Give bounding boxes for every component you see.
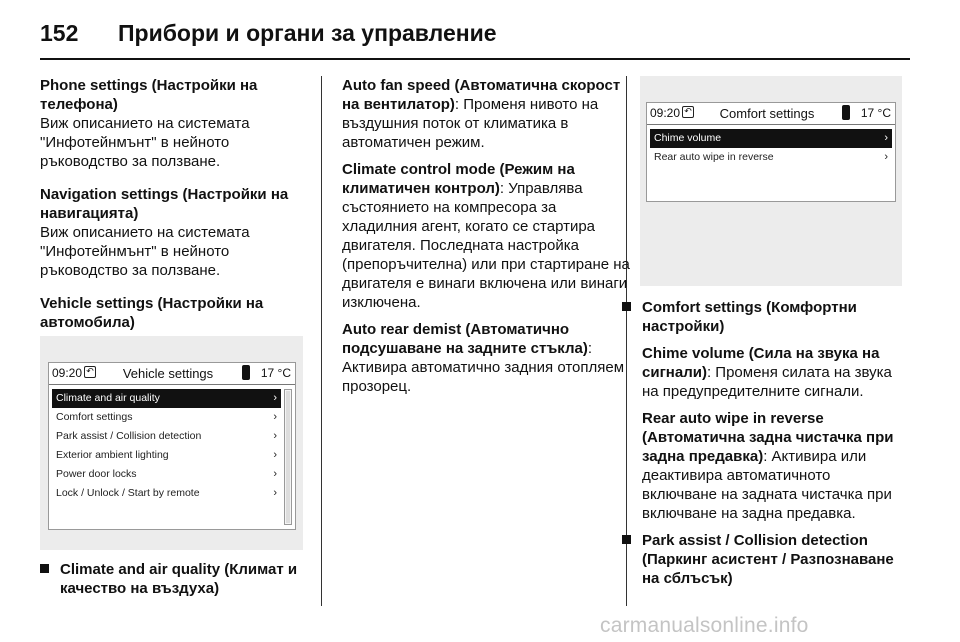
menu-item-rear-wipe[interactable]: Rear auto wipe in reverse ›: [650, 148, 892, 167]
vehicle-settings-section: [40, 294, 305, 332]
display-menu-list: [52, 389, 281, 503]
column-2: [342, 76, 634, 404]
chevron-right-icon: ›: [273, 392, 277, 404]
display-status-bar: [49, 363, 295, 385]
chevron-right-icon: ›: [273, 430, 277, 442]
scrollbar-thumb[interactable]: [286, 391, 290, 523]
chime-text: : Променя силата на звука на предупредителните сигнали.: [642, 364, 892, 400]
vehicle-settings-heading: Vehicle settings (Настройки на автомобила): [40, 295, 264, 331]
phone-settings-section: [40, 76, 305, 171]
display-time: 09:20: [650, 106, 681, 120]
chevron-right-icon: ›: [273, 468, 277, 480]
chevron-right-icon: ›: [273, 487, 277, 499]
display-screen: [48, 362, 296, 530]
column-1: [40, 76, 305, 346]
menu-item-comfort[interactable]: Comfort settings ›: [52, 408, 281, 427]
climate-mode-section: [342, 160, 634, 312]
rear-demist-section: [342, 320, 634, 396]
menu-item-chime-volume[interactable]: Chime volume ›: [650, 129, 892, 148]
rear-demist-heading: Auto rear demist (Автоматично подсушаване на задните стъкла): [342, 321, 588, 357]
navigation-settings-text: Виж описанието на системата "Инфотейнмънт" в нейното ръководство за ползване.: [40, 224, 250, 279]
chevron-right-icon: ›: [273, 411, 277, 423]
display-temperature: 17 °C: [260, 366, 291, 380]
display-menu-list: [650, 129, 892, 167]
display-screen: [646, 102, 896, 202]
column-1-bullets: [40, 560, 305, 606]
display-status-bar: [647, 103, 895, 125]
menu-item-ambient-lighting[interactable]: Exterior ambient lighting ›: [52, 446, 281, 465]
menu-item-door-locks[interactable]: Power door locks ›: [52, 465, 281, 484]
auto-fan-heading: Auto fan speed (Автоматична скорост на вентилатор): [342, 77, 621, 113]
phone-settings-heading: Phone settings (Настройки на телефона): [40, 77, 258, 113]
page-number: 152: [40, 20, 79, 46]
phone-settings-text: Виж описанието на системата "Инфотейнмънт" в нейното ръководство за ползване.: [40, 115, 250, 170]
display-title: Comfort settings: [719, 106, 815, 121]
display-scrollbar[interactable]: [284, 389, 292, 525]
bullet-comfort-settings: [622, 298, 902, 523]
chevron-right-icon: ›: [884, 151, 888, 163]
thermometer-icon: [242, 365, 250, 380]
bullet-park-assist: Park assist / Collision detection (Паркинг асистент / Разпознаване на сблъсък): [622, 531, 902, 588]
bullet-square-icon: [40, 564, 49, 573]
back-icon: ↶: [682, 106, 694, 118]
display-temperature: 17 °C: [860, 106, 891, 120]
auto-fan-section: [342, 76, 634, 152]
chime-volume-entry: [642, 344, 902, 401]
comfort-heading: Comfort settings (Комфортни настройки): [642, 299, 857, 335]
bullet-square-icon: [622, 302, 631, 311]
menu-item-park-assist[interactable]: Park assist / Collision detection ›: [52, 427, 281, 446]
navigation-settings-heading: Navigation settings (Настройки на навигацията): [40, 186, 289, 222]
vehicle-settings-screenshot: [40, 336, 303, 550]
menu-item-remote[interactable]: Lock / Unlock / Start by remote ›: [52, 484, 281, 503]
column-3: [622, 298, 902, 596]
watermark: carmanualsonline.info: [600, 614, 809, 637]
chevron-right-icon: ›: [273, 449, 277, 461]
bullet-climate-quality: Climate and air quality (Климат и качество на въздуха): [40, 560, 305, 598]
comfort-settings-screenshot: [640, 76, 902, 286]
display-title: Vehicle settings: [122, 366, 214, 381]
chime-heading: Chime volume (Сила на звука на сигнали): [642, 345, 880, 381]
wipe-text: : Активира или деактивира автоматичното включване на задната чистачка при включване на задна предавка.: [642, 448, 892, 522]
auto-fan-text: : Променя нивото на въздушния поток от климатика в автоматичен режим.: [342, 96, 599, 151]
rear-demist-text: : Активира автоматично задния отопляем прозорец.: [342, 340, 625, 395]
chevron-right-icon: ›: [884, 132, 888, 144]
page-header: [40, 14, 910, 60]
navigation-settings-section: [40, 185, 305, 280]
climate-mode-text: : Управлява състоянието на компресора за хладилния агент, когато се стартира двигателя. Последната настройка (препоръчителна) или при стартиране на двигателя е винаги включена или винаги изключена.: [342, 180, 630, 311]
column-divider-1: [321, 76, 322, 606]
back-icon: ↶: [84, 366, 96, 378]
bullet-square-icon: [622, 535, 631, 544]
menu-item-climate[interactable]: Climate and air quality ›: [52, 389, 281, 408]
thermometer-icon: [842, 105, 850, 120]
rear-wipe-entry: [642, 409, 902, 523]
wipe-heading: Rear auto wipe in reverse (Автоматична задна чистачка при задна предавка): [642, 410, 894, 465]
display-time: 09:20: [52, 366, 83, 380]
climate-mode-heading: Climate control mode (Режим на климатичен контрол): [342, 161, 575, 197]
chapter-title: Прибори и органи за управление: [118, 20, 497, 46]
